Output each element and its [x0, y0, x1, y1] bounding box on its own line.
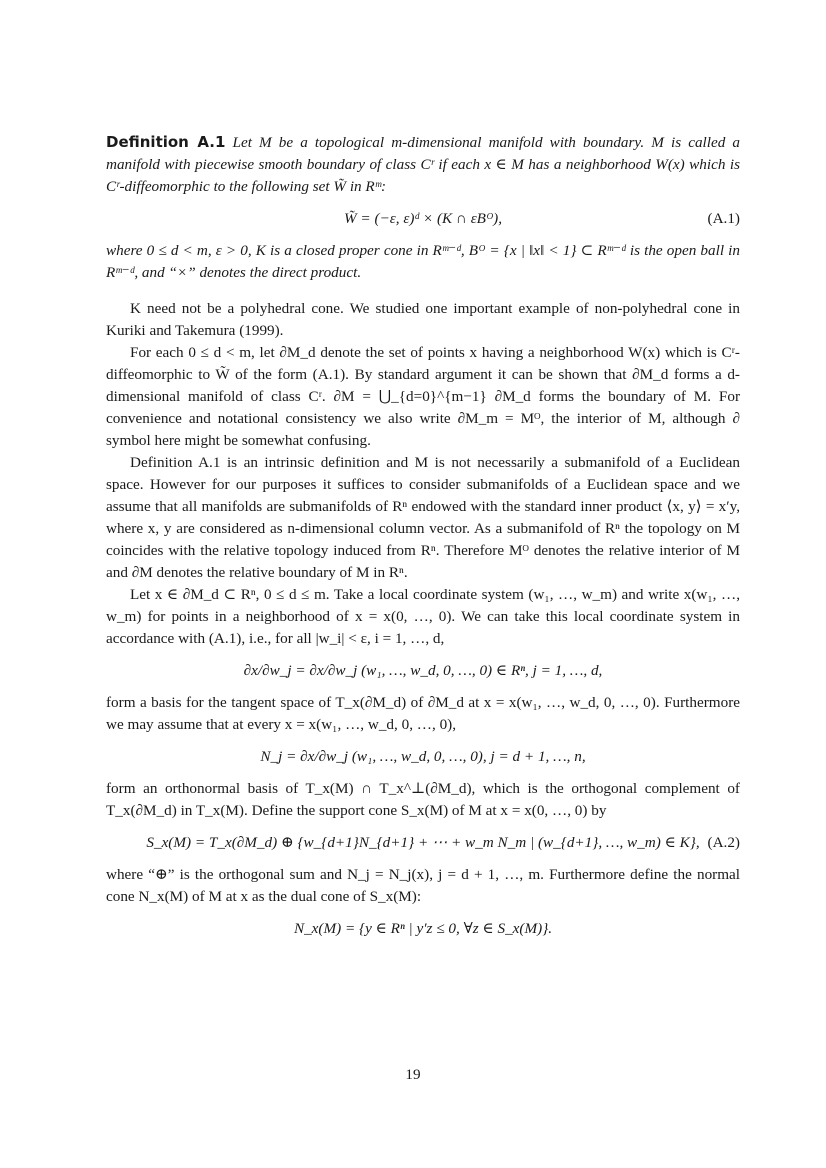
page-body [106, 131, 740, 940]
equation-a1 [106, 208, 740, 230]
definition-a1 [106, 131, 740, 198]
paragraph-boundary-strata: For each 0 ≤ d < m, let ∂M_d denote the set of points x having a neighborhood W(x) which is Cʳ-diffeomorphic to W̃ of the form (A.1). By standard argument it can be shown that ∂M_d forms a d-dimensional manifold of class Cʳ. ∂M = ⋃_{d=0}^{m−1} ∂M_d forms the boundary of M. For convenience and notational consistency we also write ∂M_m = Mᴼ, the interior of M, although ∂ symbol here might be somewhat confusing. [106, 344, 740, 449]
equation-tangent-basis: ∂x/∂w_j = ∂x/∂w_j (w₁, …, w_d, 0, …, 0) ∈ Rⁿ, j = 1, …, d, [243, 662, 603, 679]
paragraph-euclidean: Definition A.1 is an intrinsic definition and M is not necessarily a submanifold of a Euclidean space. However for our purposes it suffices to consider submanifolds of a Euclidean space and we assume that all manifolds are submanifolds of Rⁿ endowed with the standard inner product ⟨x, y⟩ = x′y, where x, y are considered as n-dimensional column vector. As a submanifold of Rⁿ the topology on M coincides with the relative topology induced from Rⁿ. Therefore Mᴼ denotes the relative interior of M and ∂M denotes the relative boundary of M in Rⁿ. [106, 454, 740, 581]
equation-a1-number: (A.1) [707, 210, 740, 227]
definition-text: Let M be a topological m-dimensional manifold with boundary. M is called a manifold with piecewise smooth boundary of class Cʳ if each x ∈ M has a neighborhood W(x) which is Cʳ-diffeomorphic to the following set W̃ in Rᵐ: [106, 134, 741, 195]
paragraph-tangent-space: form a basis for the tangent space of T_x(∂M_d) of ∂M_d at x = x(w₁, …, w_d, 0, …, 0). Furthermore we may assume that at every x = x(w₁, …, w_d, 0, …, 0), [106, 694, 740, 733]
paragraph-support-cone: form an orthonormal basis of T_x(M) ∩ T_x^⊥(∂M_d), which is the orthogonal complement of T_x(∂M_d) in T_x(M). Define the support cone S_x(M) of M at x = x(0, …, 0) by [106, 780, 740, 819]
equation-a2 [106, 832, 740, 854]
equation-a2-number: (A.2) [707, 834, 740, 851]
definition-conditions: where 0 ≤ d < m, ε > 0, K is a closed proper cone in Rᵐ⁻ᵈ, Bᴼ = {x | ‖x‖ < 1} ⊂ Rᵐ⁻ᵈ is the open ball in Rᵐ⁻ᵈ, and “×” denotes the direct product. [106, 242, 740, 281]
equation-normal-cone: N_x(M) = {y ∈ Rⁿ | y′z ≤ 0, ∀z ∈ S_x(M)}. [293, 920, 553, 937]
equation-a1-body: W̃ = (−ε, ε)ᵈ × (K ∩ εBᴼ), [343, 210, 503, 227]
paragraph-normal-cone: where “⊕” is the orthogonal sum and N_j = N_j(x), j = d + 1, …, m. Furthermore define the normal cone N_x(M) of M at x as the dual cone of S_x(M): [106, 866, 740, 905]
paragraph-k-cone: K need not be a polyhedral cone. We studied one important example of non-polyhedral cone in Kuriki and Takemura (1999). [106, 300, 740, 339]
equation-normal-vectors: N_j = ∂x/∂w_j (w₁, …, w_d, 0, …, 0), j = d + 1, …, n, [260, 748, 586, 765]
definition-heading: Definition A.1 [106, 133, 226, 151]
page-number: 19 [405, 1066, 421, 1083]
paragraph-local-coordinates: Let x ∈ ∂M_d ⊂ Rⁿ, 0 ≤ d ≤ m. Take a local coordinate system (w₁, …, w_m) and write x(w₁, …, w_m) for points in a neighborhood of x = x(0, …, 0). We can take this local coordinate system in accordance with (A.1), i.e., for all |w_i| < ε, i = 1, …, d, [106, 586, 740, 647]
equation-a2-body: S_x(M) = T_x(∂M_d) ⊕ {w_{d+1}N_{d+1} + ⋯ + w_m N_m | (w_{d+1}, …, w_m) ∈ K}, [146, 834, 700, 851]
